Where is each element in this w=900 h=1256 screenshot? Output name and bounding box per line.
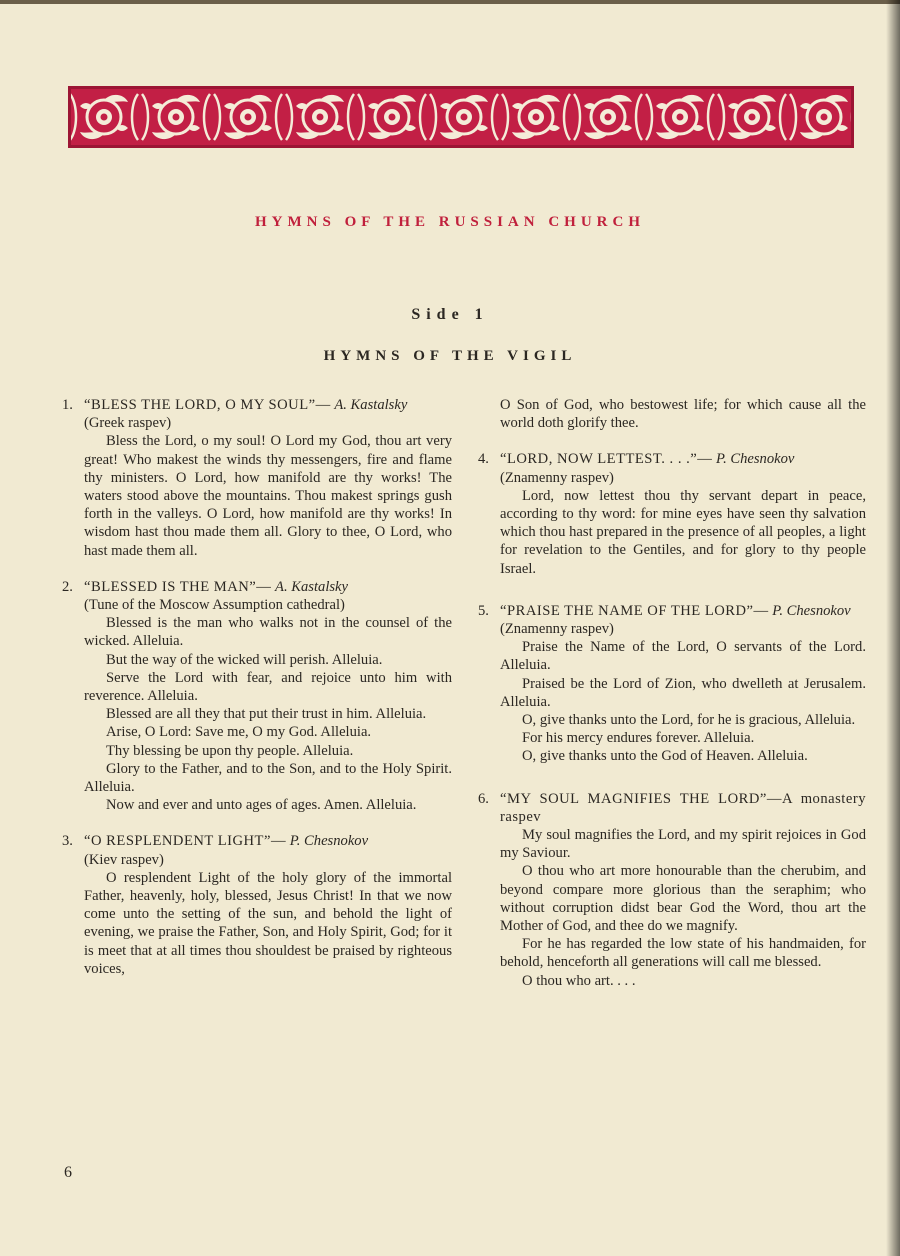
ornamental-banner xyxy=(68,86,854,148)
hymn-heading xyxy=(478,602,866,620)
hymn-raspev: (Znamenny raspev) xyxy=(500,621,614,638)
hymn-heading xyxy=(478,450,866,468)
hymn-paragraph: Blessed are all they that put their trust in him. Alleluia. xyxy=(106,706,427,723)
hymn-paragraph: Thy blessing be upon thy people. Alleluia. xyxy=(106,742,354,759)
hymn-raspev: (Znamenny raspev) xyxy=(500,469,614,486)
hymn-paragraph: Praised be the Lord of Zion, who dwelleth at Jerusalem. Alleluia. xyxy=(500,675,866,710)
hymn-number: 3. xyxy=(62,833,73,850)
hymn-3 xyxy=(62,832,452,978)
hymn-author: A. Kastalsky xyxy=(334,397,408,413)
page-number: 6 xyxy=(64,1164,72,1181)
hymn-paragraph: Praise the Name of the Lord, O servants of the Lord. Alleluia. xyxy=(500,639,866,674)
left-column xyxy=(62,396,452,996)
hymn-number: 6. xyxy=(478,790,489,807)
hymn-title: “MY SOUL MAGNIFIES THE LORD”—A monastery raspev xyxy=(500,790,866,825)
right-column xyxy=(478,396,866,1008)
hymn-paragraph: O resplendent Light of the holy glory of the immortal Father, heavenly, holy, blessed, Jesus Christ! In that we now come unto the setting of the sun, and behold the light of evening, we praise the Father, Son, and Holy Spirit, God; for it is meet that at all times thou shouldest be praised by righteous voices, xyxy=(84,869,452,977)
section-title: HYMNS OF THE VIGIL xyxy=(323,348,577,364)
hymn-paragraph: Arise, O Lord: Save me, O my God. Alleluia. xyxy=(106,724,372,741)
hymn-title: “LORD, NOW LETTEST. . . .”— xyxy=(500,451,713,468)
hymn-title: “O RESPLENDENT LIGHT”— xyxy=(84,833,287,850)
hymn-continuation: O Son of God, who bestowest life; for which cause all the world doth glorify thee. xyxy=(500,397,866,432)
hymn-title: “PRAISE THE NAME OF THE LORD”— xyxy=(500,602,769,619)
hymn-paragraph: Lord, now lettest thou thy servant depart in peace, according to thy word: for mine eyes have seen thy salvation which thou hast prepared in the presence of all peoples, a light for revelation to the Gentiles, and for glory to thy people Israel. xyxy=(500,487,866,577)
hymn-2 xyxy=(62,578,452,815)
hymn-title: “BLESSED IS THE MAN”— xyxy=(84,578,272,595)
hymn-5 xyxy=(478,602,866,766)
hymn-1 xyxy=(62,396,452,560)
hymn-raspev: (Greek raspev) xyxy=(84,415,172,432)
hymn-number: 5. xyxy=(478,602,489,619)
hymn-paragraph: But the way of the wicked will perish. Alleluia. xyxy=(106,651,383,668)
hymn-number: 4. xyxy=(478,451,489,468)
hymn-author: P. Chesnokov xyxy=(716,451,795,468)
hymn-raspev: (Kiev raspev) xyxy=(84,851,164,868)
side-label: Side 1 xyxy=(411,306,489,323)
hymn-paragraph: For his mercy endures forever. Alleluia. xyxy=(522,730,755,747)
hymn-paragraph: O, give thanks unto the Lord, for he is gracious, Alleluia. xyxy=(522,712,856,729)
hymn-heading xyxy=(62,832,452,850)
hymn-paragraph: Serve the Lord with fear, and rejoice unto him with reverence. Alleluia. xyxy=(84,669,452,705)
hymn-paragraph: Glory to the Father, and to the Son, and to the Holy Spirit. Alleluia. xyxy=(84,760,452,796)
page-edge-shadow xyxy=(886,0,900,1256)
hymn-title: “BLESS THE LORD, O MY SOUL”— xyxy=(84,397,331,413)
hymn-paragraph: My soul magnifies the Lord, and my spirit rejoices in God my Saviour. xyxy=(500,827,866,862)
hymn-number: 2. xyxy=(62,578,73,595)
hymn-paragraph: Bless the Lord, o my soul! O Lord my God, thou art very great! Who makest the winds thy messengers, fire and flame thy ministers. O Lord, how manifold are thy works! The waters stood above the mountains. Thou makest springs gush forth in the valleys. O Lord, how manifold are thy works! In wisdom hast thou made them all. Glory to thee, O Lord, who hast made them all. xyxy=(84,433,452,559)
hymn-number: 1. xyxy=(62,397,73,413)
hymn-heading xyxy=(62,396,452,414)
hymn-author: A. Kastalsky xyxy=(275,578,349,595)
hymn-paragraph: For he has regarded the low state of his handmaiden, for behold, henceforth all generations will call me blessed. xyxy=(500,936,866,971)
hymn-author: P. Chesnokov xyxy=(289,833,369,850)
page-top-edge xyxy=(0,0,900,4)
hymn-paragraph: O thou who art. . . . xyxy=(522,972,636,989)
hymn-6 xyxy=(478,790,866,990)
hymn-paragraph: Now and ever and unto ages of ages. Amen. Alleluia. xyxy=(106,797,417,814)
hymn-heading xyxy=(62,578,452,596)
hymn-paragraph: Blessed is the man who walks not in the counsel of the wicked. Alleluia. xyxy=(84,615,452,650)
hymn-raspev: (Tune of the Moscow Assumption cathedral) xyxy=(84,597,345,614)
hymn-heading xyxy=(478,790,866,826)
hymn-paragraph: O, give thanks unto the God of Heaven. Alleluia. xyxy=(522,748,808,765)
hymn-author: P. Chesnokov xyxy=(772,602,851,619)
hymn-4 xyxy=(478,450,866,577)
hymn-3-continued xyxy=(478,396,866,432)
document-title: HYMNS OF THE RUSSIAN CHURCH xyxy=(254,214,646,230)
hymn-paragraph: O thou who art more honourable than the cherubim, and beyond compare more glorious than the seraphim; who without corruption didst bear God the Word, thou art the Mother of God, and thee do we magnify. xyxy=(500,863,866,935)
